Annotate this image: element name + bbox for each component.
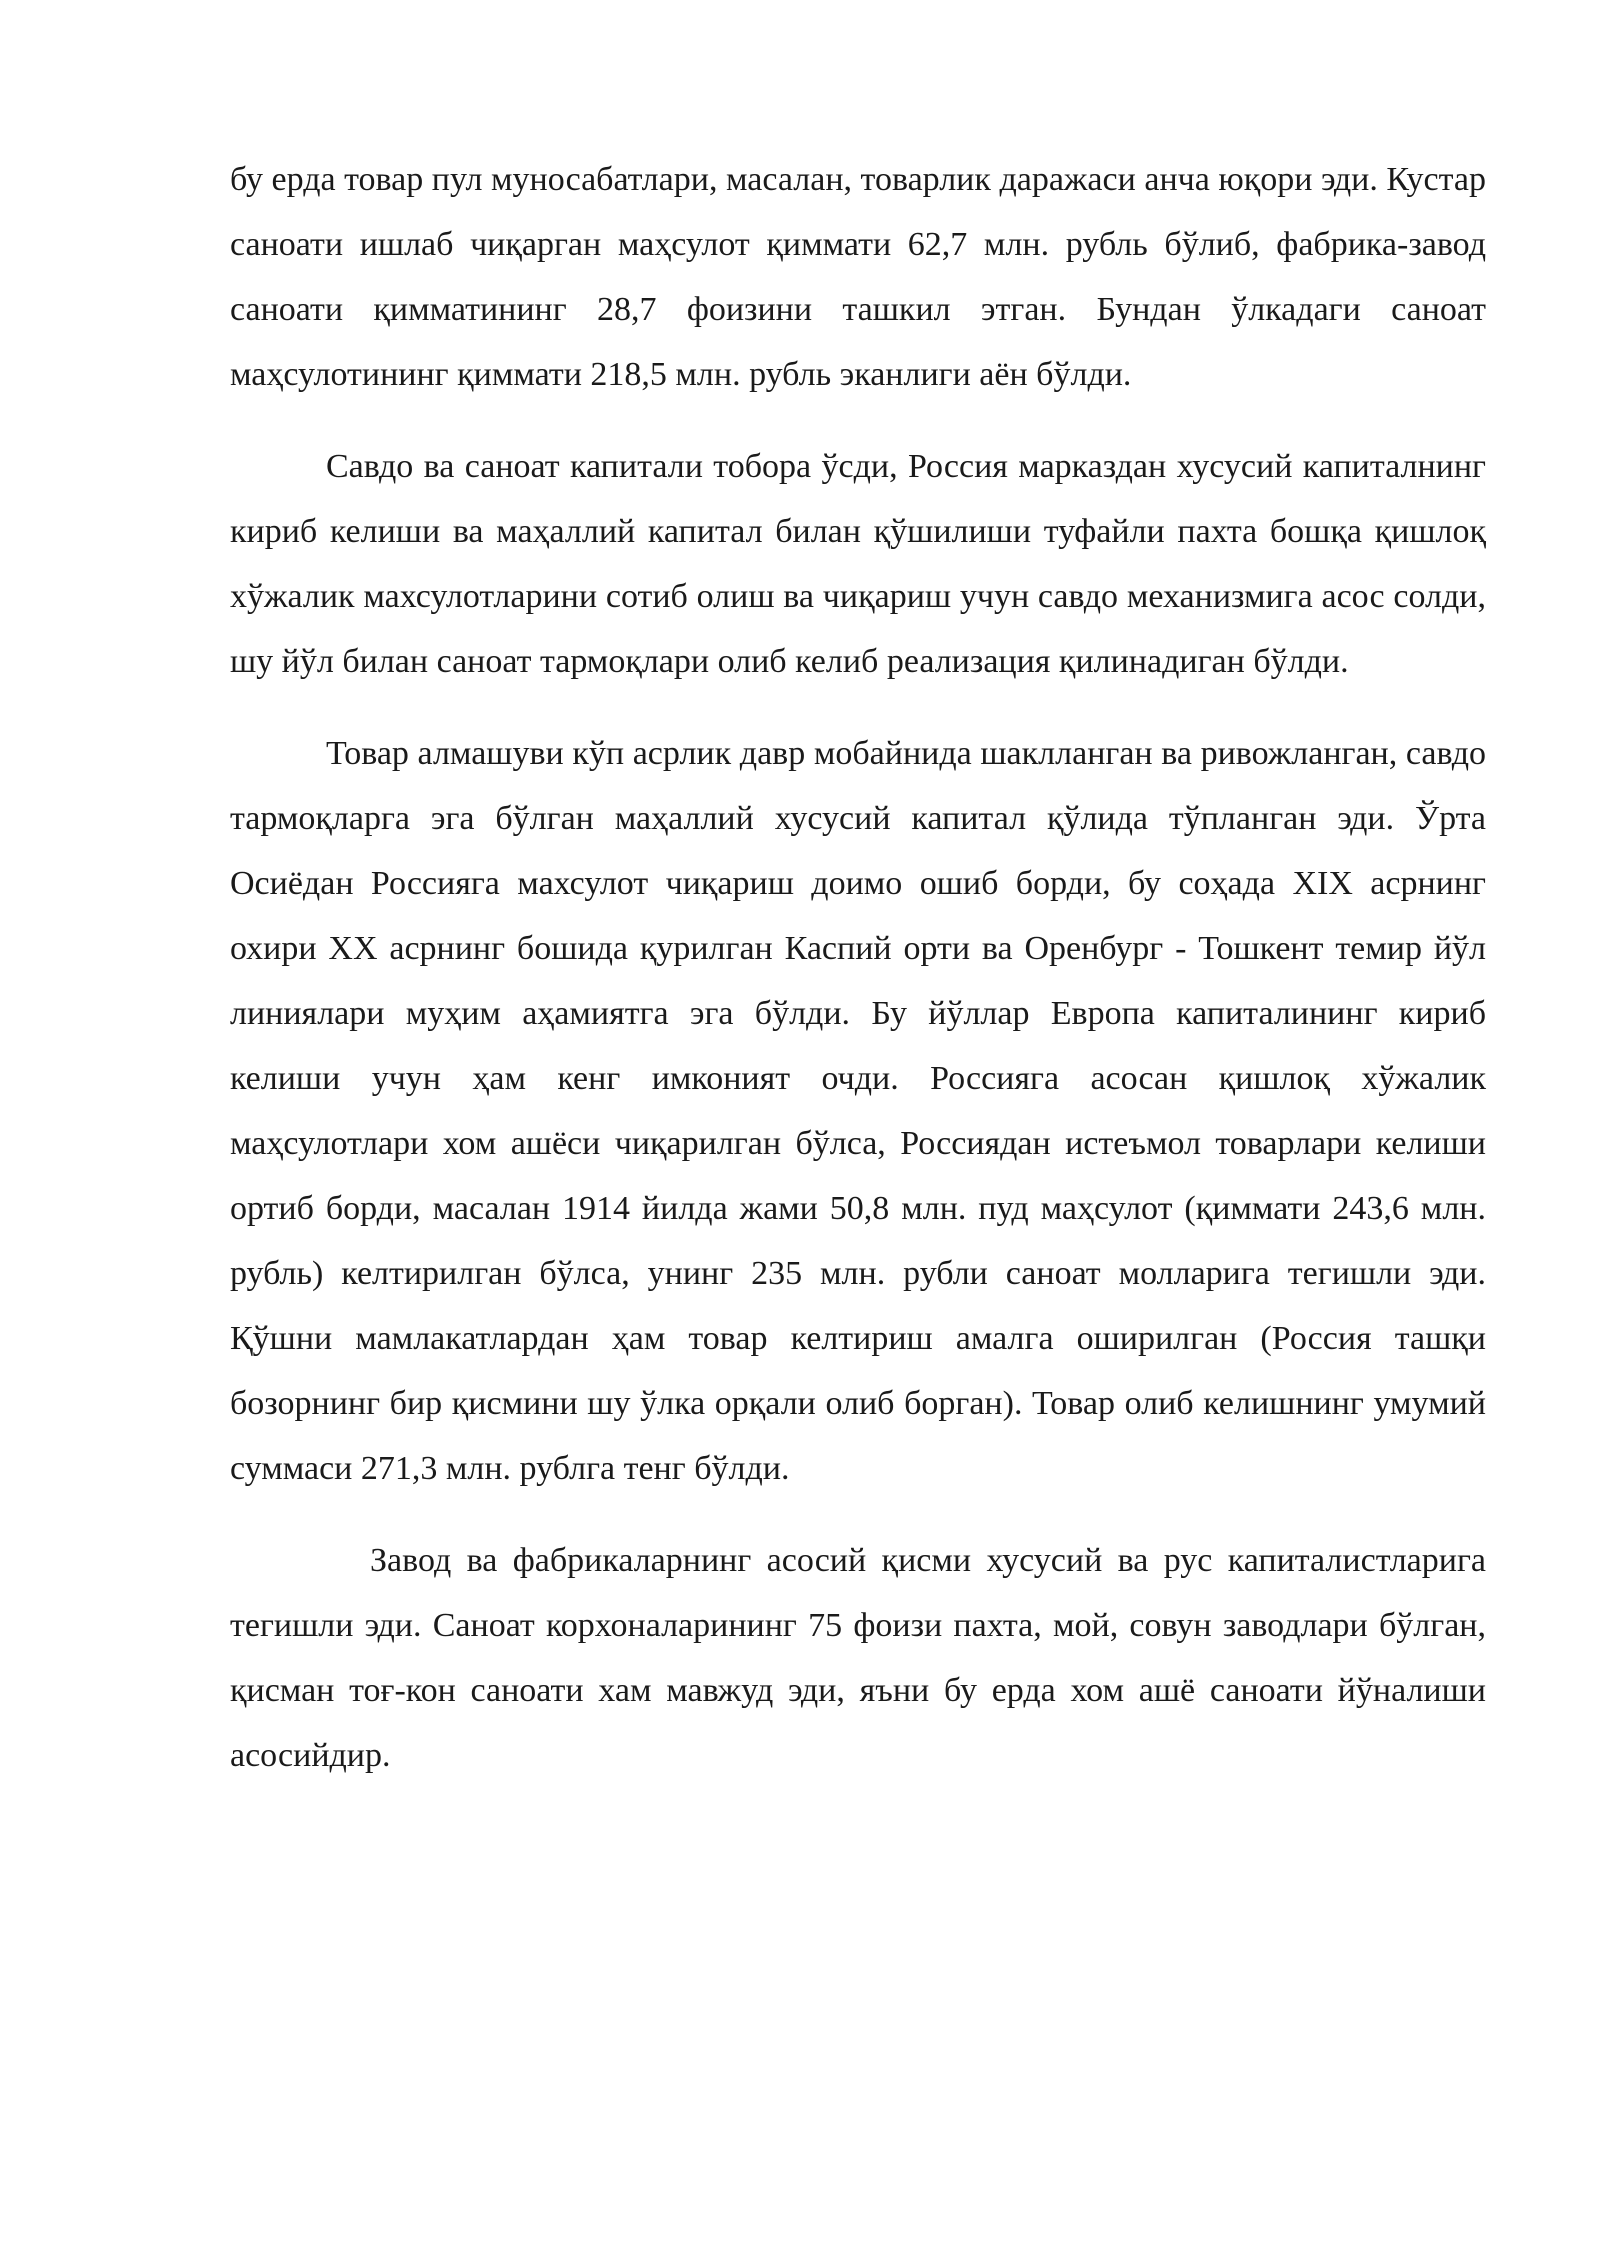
- paragraph-2: Савдо ва саноат капитали тобора ўсди, Россия марказдан хусусий капиталнинг кириб келиши ва маҳаллий капитал билан қўшилиши туфайли пахта бошқа қишлоқ хўжалик махсулотларини сотиб олиш ва чиқариш учун савдо механизмига асос солди, шу йўл билан саноат тармоқлари олиб келиб реализация қилинадиган бўлди.: [230, 448, 1486, 680]
- document-body: [230, 147, 1486, 1788]
- paragraph-1: бу ерда товар пул муносабатлари, масалан, товарлик даражаси анча юқори эди. Кустар саноати ишлаб чиқарган маҳсулот қиммати 62,7 млн. рубль бўлиб, фабрика-завод саноати қимматининг 28,7 фоизини ташкил этган. Бундан ўлкадаги саноат маҳсулотининг қиммати 218,5 млн. рубль эканлиги аён бўлди.: [230, 161, 1486, 393]
- paragraph-4: Завод ва фабрикаларнинг асосий қисми хусусий ва рус капиталистларига тегишли эди. Саноат корхоналарининг 75 фоизи пахта, мой, совун заводлари бўлган, қисман тоғ-кон саноати хам мавжуд эди, яъни бу ерда хом ашё саноати йўналиши асосийдир.: [230, 1542, 1486, 1774]
- paragraph-3: Товар алмашуви кўп асрлик давр мобайнида шаклланган ва ривожланган, савдо тармоқларга эга бўлган маҳаллий хусусий капитал қўлида тўпланган эди. Ўрта Осиёдан Россияга махсулот чиқариш доимо ошиб борди, бу соҳада XIX асрнинг охири XX асрнинг бошида қурилган Каспий орти ва Оренбург - Тошкент темир йўл линиялари муҳим аҳамиятга эга бўлди. Бу йўллар Европа капиталининг кириб келиши учун ҳам кенг имконият очди. Россияга асосан қишлоқ хўжалик маҳсулотлари хом ашёси чиқарилган бўлса, Россиядан истеъмол товарлари келиши ортиб борди, масалан 1914 йилда жами 50,8 млн. пуд маҳсулот (қиммати 243,6 млн. рубль) келтирилган бўлса, унинг 235 млн. рубли саноат молларига тегишли эди. Қўшни мамлакатлардан ҳам товар келтириш амалга оширилган (Россия ташқи бозорнинг бир қисмини шу ўлка орқали олиб борган). Товар олиб келишнинг умумий суммаси 271,3 млн. рублга тенг бўлди.: [230, 735, 1486, 1487]
